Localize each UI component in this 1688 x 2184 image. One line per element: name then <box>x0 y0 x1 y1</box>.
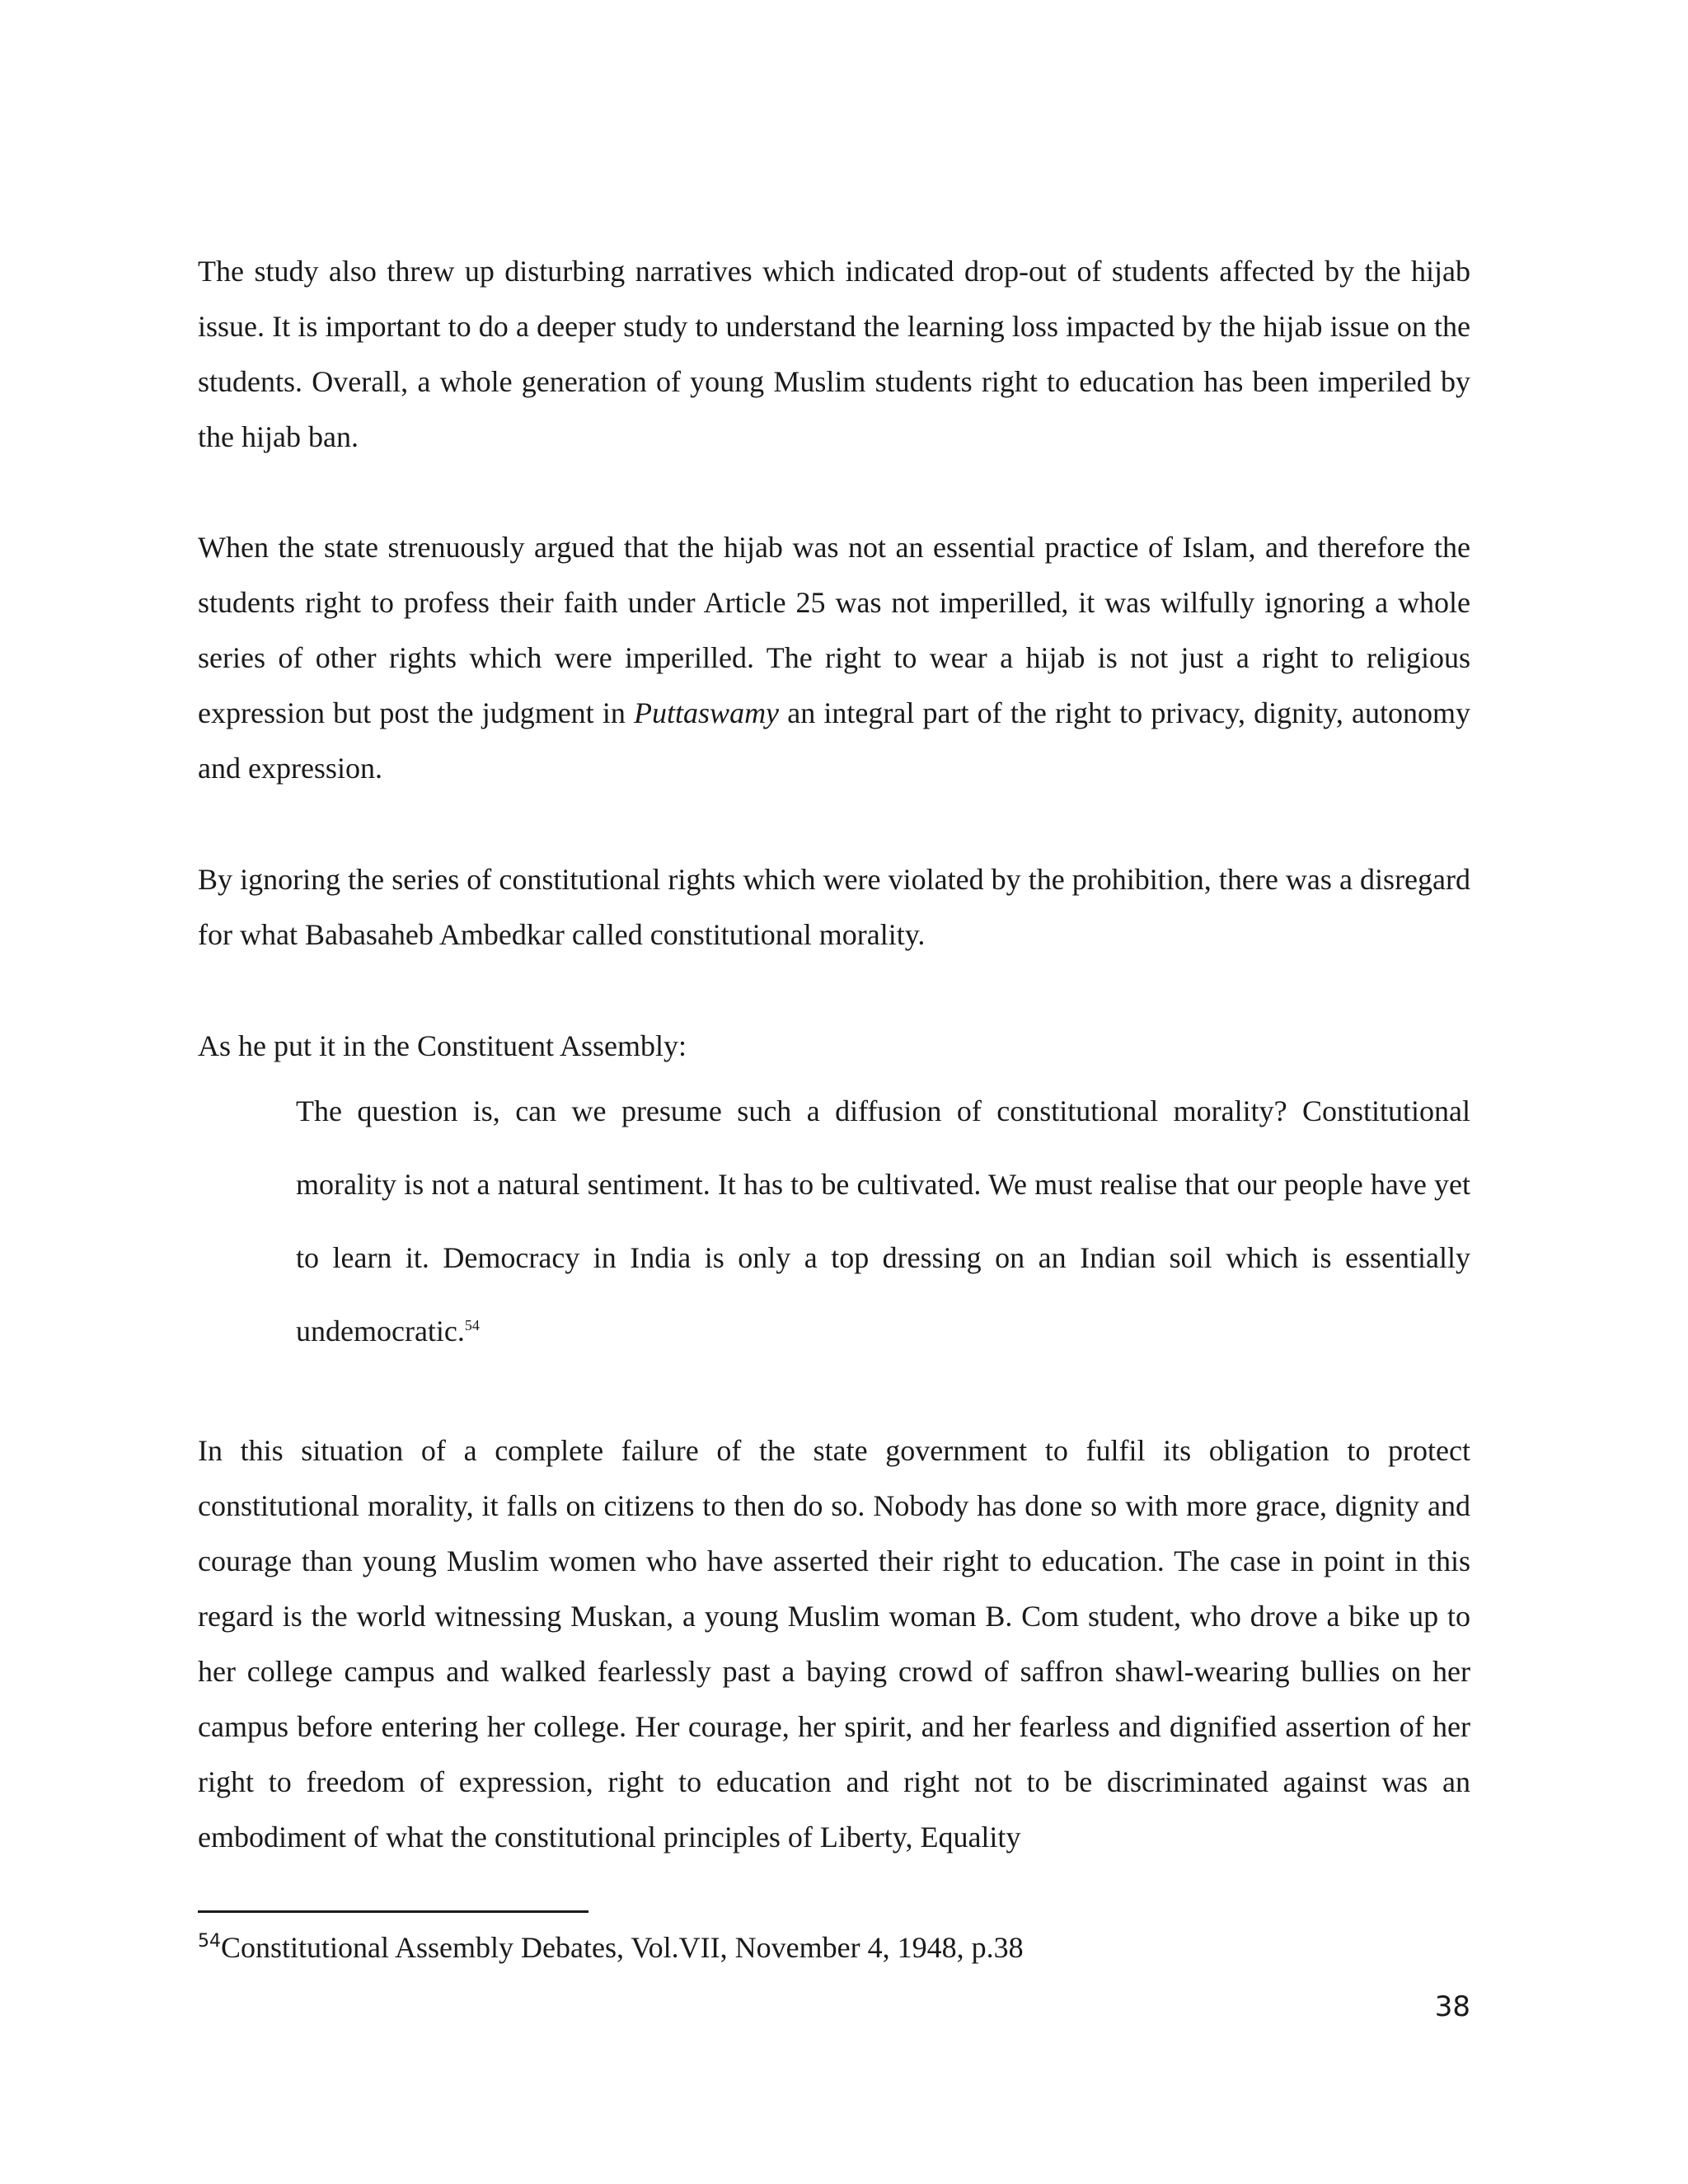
paragraph-text: The study also threw up disturbing narratives which indicated drop-out of students affected by the hijab issue. It is important to do a deeper study to understand the learning loss impacted by the hijab issue on the students. Overall, a whole generation of young Muslim students right to education has been imperiled by the hijab ban. <box>198 255 1470 453</box>
paragraph-text: In this situation of a complete failure of the state government to fulfil its obligation to protect constitutional morality, it falls on citizens to then do so. Nobody has done so with more grace, dignity and courage than young Muslim women who have asserted their right to education. The case in point in this regard is the world witnessing Muskan, a young Muslim woman B. Com student, who drove a bike up to her college campus and walked fearlessly past a baying crowd of saffron shawl-wearing bullies on her campus before entering her college. Her courage, her spirit, and her fearless and dignified assertion of her right to freedom of expression, right to education and right not to be discriminated against was an embodiment of what the constitutional principles of Liberty, Equality <box>198 1434 1470 1854</box>
block-quote-ambedkar <box>296 1075 1470 1368</box>
paragraph-constitutional-morality <box>198 852 1470 963</box>
paragraph-text: As he put it in the Constituent Assembly: <box>198 1029 687 1062</box>
footnote <box>198 1927 1024 1968</box>
paragraph-dropout-study <box>198 244 1470 465</box>
footnote-separator <box>198 1910 588 1913</box>
page-number: 38 <box>1434 1990 1470 2023</box>
footnote-number: 54 <box>198 1931 221 1952</box>
paragraph-essential-practice <box>198 520 1470 796</box>
paragraph-quote-intro <box>198 1019 1470 1074</box>
paragraph-text-after: an integral part of the right to privacy, dignity, autonomy and expression. <box>198 696 1470 785</box>
footnote-text: Constitutional Assembly Debates, Vol.VII, November 4, 1948, p.38 <box>221 1931 1024 1964</box>
quote-text: The question is, can we presume such a diffusion of constitutional morality? Constitutional morality is not a natural sentiment. It has to be cultivated. We must realise that our people have yet to learn it. Democracy in India is only a top dressing on an Indian soil which is essentially undemocratic. <box>296 1094 1470 1347</box>
paragraph-muskan <box>198 1423 1470 1865</box>
footnote-reference: 54 <box>464 1317 480 1333</box>
paragraph-text-before: When the state strenuously argued that the hijab was not an essential practice of Islam, and therefore the students right to profess their faith under Article 25 was not imperilled, it was wilfully ignoring a whole series of other rights which were imperilled. The right to wear a hijab is not just a right to religious expression but post the judgment in <box>198 531 1470 729</box>
case-name-italic: Puttaswamy <box>634 696 780 729</box>
paragraph-text: By ignoring the series of constitutional rights which were violated by the prohibition, there was a disregard for what Babasaheb Ambedkar called constitutional morality. <box>198 863 1470 951</box>
